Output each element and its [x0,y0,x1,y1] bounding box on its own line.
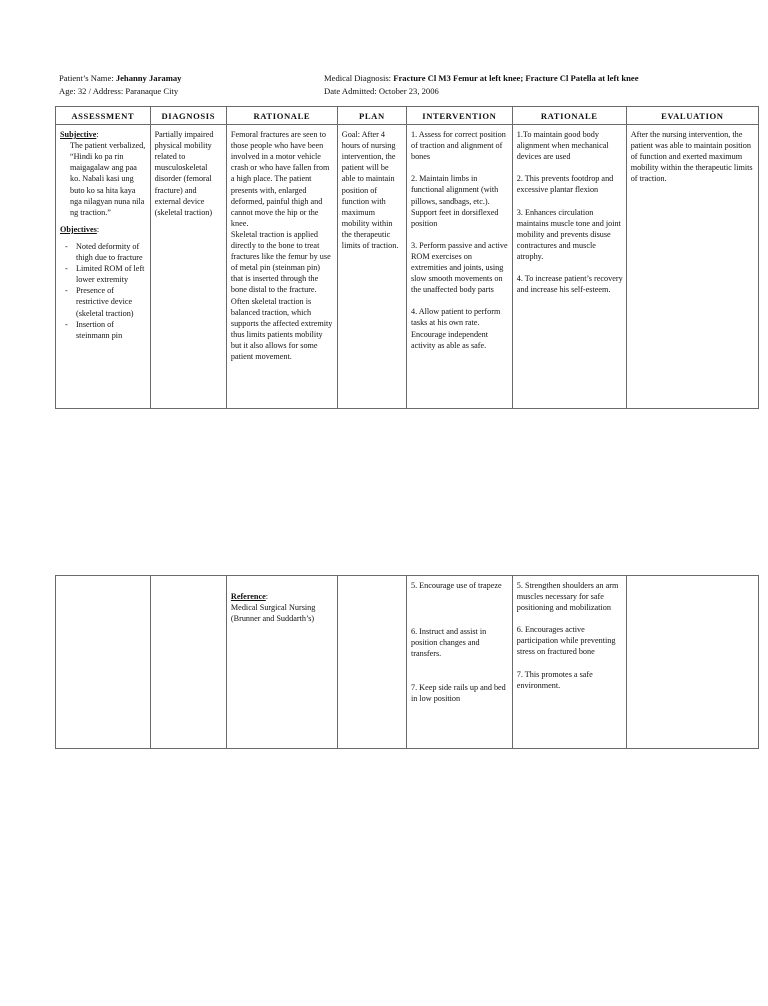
col-header-evaluation: EVALUATION [626,107,758,125]
diagnosis-cell-cont [150,576,226,749]
col-header-intervention: INTERVENTION [406,107,512,125]
rationale-cell [226,125,337,409]
intervention-1: 1. Assess for correct position of traction and alignment of bones [410,130,506,162]
intervention-cell-cont [406,576,512,749]
subjective-text: The patient verbalized, “Hindi ko pa rin maigagalaw ang paa ko. Nabali kasi ung buto ko sa hita kaya nga nilagyan nuna nila ng traction.” [70,141,146,217]
evaluation-cell [626,125,758,409]
list-item: - Limited ROM of left lower extremity [60,263,147,285]
int-rationale-6: 6. Encourages active participation while preventing stress on fractured bone [516,625,616,657]
int-rationale-cell-cont [512,576,626,749]
address-label: Address: [92,86,124,96]
care-plan-continuation-table [55,575,759,749]
list-item: - Presence of restrictive device (skeletal traction) [60,285,147,318]
objectives-list [60,241,147,341]
table-header-row [56,107,759,125]
list-item: - Insertion of steinmann pin [60,319,147,341]
rationale-text-1: Femoral fractures are seen to those people who have been involved in a motor vehicle crash or who have fallen from a high place. The patient presents with, enlarged deformed, painful thigh and cannot move the hip or the knee. [230,130,330,228]
assessment-cell: Subjective: The patient verbalized, “Hindi ko pa rin maigagalaw ang paa ko. Nabali kasi ung buto ko sa hita kaya nga nilagyan nuna nila ng traction.” Objectives: - Noted deformity of thigh due to fracture - Limited ROM of left lower extremity - Presence of restrictive device (skeletal traction) - Insertion of steinmann pin [56,125,151,409]
int-rationale-5: 5. Strengthen shoulders an arm muscles necessary for safe positioning and mobilization [516,581,619,613]
int-rationale-cell [512,125,626,409]
address-value: Paranaque City [125,86,179,96]
diagnosis-label: Medical Diagnosis: [324,73,392,83]
plan-cell-cont [337,576,406,749]
admitted-value: October 23, 2006 [378,86,439,96]
col-header-diagnosis: DIAGNOSIS [150,107,226,125]
patient-name: Jehanny Jaramay [115,73,182,83]
age-label: Age: [59,86,76,96]
col-header-assessment: ASSESSMENT [56,107,151,125]
evaluation-text: After the nursing intervention, the patient was able to maintain position of function and exerted maximum mobility within the therapeutic limits of traction. [630,130,753,184]
int-rationale-3: 3. Enhances circulation maintains muscle tone and joint mobility and prevents disuse contractures and muscle atrophy. [516,207,621,261]
intervention-3: 3. Perform passive and active ROM exercises on extremities and joints, using slow smooth movements on the unaffected body parts [410,240,508,295]
diagnosis-cell [150,125,226,409]
table-row [56,576,759,749]
admitted-label: Date Admitted: [324,86,377,96]
rationale-text-2: Skeletal traction is applied directly to the bone to treat fractures like the femur by use of metal pin (steinman pin) that is inserted through the bone distal to the fracture. Often skeletal traction is balanced traction, which supports the affected extremity thus limits patients mobility but it also allows for some patient movement. [230,229,333,361]
table-row [56,125,759,409]
intervention-5: 5. Encourage use of trapeze [410,581,502,590]
patient-name-label: Patient’s Name: [59,73,114,83]
age-address-line [59,85,178,97]
subjective-label: Subjective [60,130,97,140]
intervention-cell [406,125,512,409]
reference-cell: Reference: Medical Surgical Nursing (Brunner and Suddarth’s) [226,576,337,749]
reference-line-1: Medical Surgical Nursing [230,603,316,613]
intervention-7: 7. Keep side rails up and bed in low position [410,683,506,704]
admitted-line [324,85,439,97]
col-header-int-rationale: RATIONALE [512,107,626,125]
plan-text: Goal: After 4 hours of nursing intervention, the patient will be able to maintain position of function with maximum mobility within the therapeutic limits of traction. [341,130,399,251]
intervention-6: 6. Instruct and assist in position changes and transfers. [410,627,487,659]
reference-line-2: (Brunner and Suddarth’s) [230,614,315,624]
col-header-plan: PLAN [337,107,406,125]
diagnosis-value: Fracture Cl M3 Femur at left knee; Fracture Cl Patella at left knee [393,73,639,83]
diagnosis-line [324,72,639,84]
age-value: 32 / [77,86,92,96]
patient-name-line [59,72,181,84]
reference-label: Reference [230,592,266,601]
int-rationale-2: 2. This prevents footdrop and excessive plantar flexion [516,174,614,195]
plan-cell [337,125,406,409]
diagnosis-text: Partially impaired physical mobility related to musculoskeletal disorder (femoral fracture) and external device (skeletal traction) [154,130,214,217]
objectives-label: Objectives [60,224,97,234]
int-rationale-4: 4. To increase patient’s recovery and increase his self-esteem. [516,274,623,295]
intervention-2: 2. Maintain limbs in functional alignment (with pillows, sandbags, etc.). Support feet in dorsiflexed position [410,174,499,228]
int-rationale-1: 1.To maintain good body alignment when mechanical devices are used [516,130,609,162]
care-plan-table [55,106,759,409]
col-header-rationale: RATIONALE [226,107,337,125]
intervention-4: 4. Allow patient to perform tasks at his own rate. Encourage independent activity as able as safe. [410,307,501,350]
list-item: - Noted deformity of thigh due to fracture [60,241,147,263]
int-rationale-7: 7. This promotes a safe environment. [516,669,593,690]
assessment-cell-cont [56,576,151,749]
evaluation-cell-cont [626,576,758,749]
